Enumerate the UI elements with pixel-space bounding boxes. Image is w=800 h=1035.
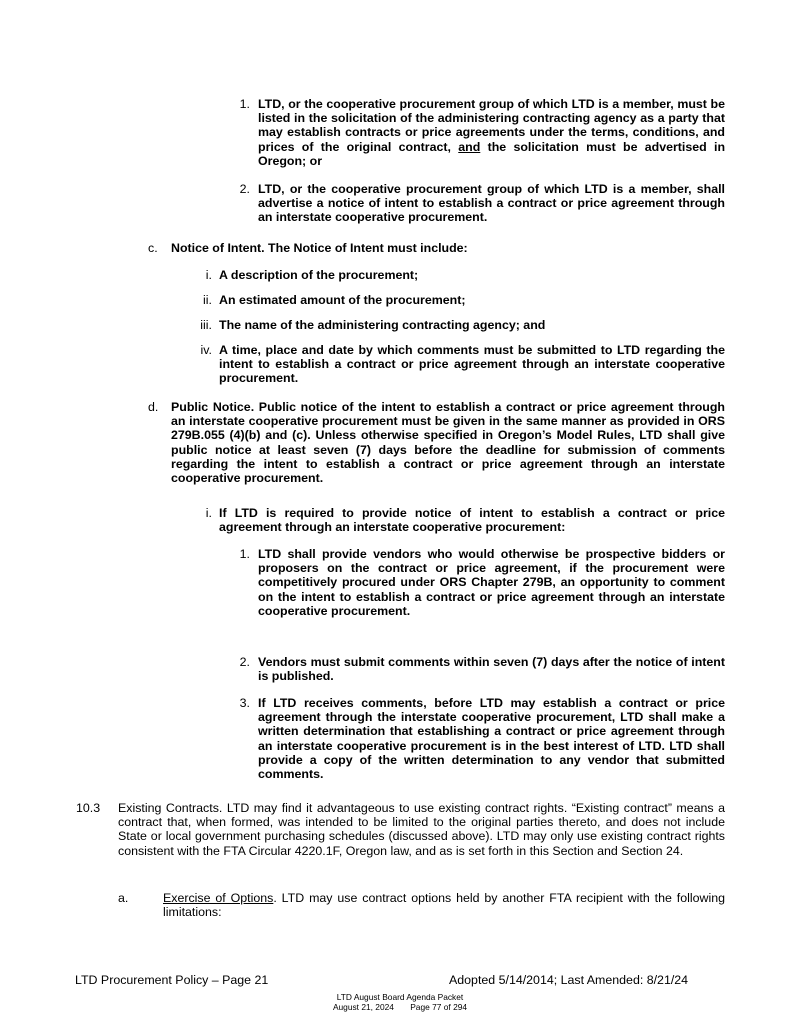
item-text: A description of the procurement;: [219, 268, 419, 282]
list-text: If LTD receives comments, before LTD may establish a contract or price agreement through the interstate cooperative procurement, LTD shall make a written determination that establishing a contract or price agreement through an interstate cooperative procurement is in the best interest of LTD. LTD shall provide a copy of the written determination to any vendor that submitted comments.: [258, 696, 725, 782]
list-number: 1.: [239, 97, 250, 111]
list-number: 2.: [239, 655, 250, 669]
section-heading: Notice of Intent. The Notice of Intent must include:: [171, 241, 468, 255]
list-number: 1.: [239, 547, 250, 561]
section-d-sub-item-1: [236, 547, 725, 618]
list-text: Vendors must submit comments within seven (7) days after the notice of intent is published.: [258, 655, 725, 684]
section-d: [140, 400, 725, 485]
item-text: If LTD is required to provide notice of intent to establish a contract or price agreement through an interstate cooperative procurement:: [219, 506, 725, 535]
top-list-item-2: [236, 182, 725, 225]
list-number: 2.: [239, 182, 250, 196]
list-text: LTD, or the cooperative procurement group of which LTD is a member, must be listed in the solicitation of the administering contracting agency as a party that may establish contracts or price agreements under the terms, conditions, and prices of the original contract, and the solicitation must be advertised in Oregon; or: [258, 97, 726, 168]
item-text: The name of the administering contracting agency; and: [219, 318, 546, 332]
item-text: A time, place and date by which comments must be submitted to LTD regarding the intent to establish a contract or price agreement through an interstate cooperative procurement.: [219, 343, 725, 386]
footer-adopted-amended: Adopted 5/14/2014; Last Amended: 8/21/24: [449, 973, 689, 987]
section-number: 10.3: [76, 801, 101, 815]
section-c: [140, 241, 725, 255]
roman-numeral: i.: [205, 268, 212, 282]
agenda-packet-title: LTD August Board Agenda Packet: [336, 992, 464, 1002]
roman-numeral: iii.: [200, 318, 212, 332]
list-number: 3.: [239, 696, 250, 710]
section-marker: c.: [148, 241, 158, 255]
roman-numeral: i.: [205, 506, 212, 520]
section-text: Public Notice. Public notice of the intent to establish a contract or price agreement through an interstate cooperative procurement must be given in the same manner as provided in ORS 279B.055 (4)(b) and (c). Unless otherwise specified in Oregon’s Model Rules, LTD shall give public notice at least seven (7) days before the deadline for submission of comments regarding the intent to establish a contract or price agreement through an interstate cooperative procurement.: [171, 400, 725, 486]
section-d-sub-item-3: [236, 696, 725, 781]
list-text: LTD, or the cooperative procurement group of which LTD is a member, shall advertise a notice of intent to establish a contract or price agreement through an interstate cooperative procurement.: [258, 182, 725, 225]
agenda-packet-date-page: August 21, 2024 Page 77 of 294: [332, 1002, 468, 1012]
section-text: Existing Contracts. LTD may find it advantageous to use existing contract rights. “Existing contract” means a contract that, when formed, was intended to be limited to the original parties thereto, and does not include State or local government purchasing schedules (discussed above). LTD may only use existing contract rights consistent with the FTA Circular 4220.1F, Oregon law, and as is set forth in this Section and Section 24.: [118, 801, 725, 858]
roman-numeral: iv.: [200, 343, 212, 357]
section-marker: d.: [148, 400, 159, 414]
roman-numeral: ii.: [203, 293, 212, 307]
section-c-item-iii: [186, 318, 725, 332]
section-d-sub-item-2: [236, 655, 725, 683]
section-text: Exercise of Options. LTD may use contract options held by another FTA recipient with the following limitations:: [163, 891, 725, 920]
section-marker: a.: [118, 891, 129, 905]
section-c-item-iv: [186, 343, 725, 386]
section-d-item-i: [186, 506, 725, 534]
list-text: LTD shall provide vendors who would otherwise be prospective bidders or proposers on the contract or price agreement, if the procurement were competitively procured under ORS Chapter 279B, an opportunity to comment on the intent to establish a contract or price agreement through an interstate cooperative procurement.: [258, 547, 725, 618]
section-10-3-a: [118, 891, 725, 919]
section-c-item-i: [186, 268, 725, 282]
section-10-3: [76, 801, 725, 858]
top-list-item-1: [236, 97, 725, 168]
footer-policy-page: LTD Procurement Policy – Page 21: [75, 973, 269, 987]
exercise-of-options-title: Exercise of Options: [163, 891, 274, 905]
item-text: An estimated amount of the procurement;: [219, 293, 466, 307]
underlined-and: and: [458, 139, 481, 154]
section-c-item-ii: [186, 293, 725, 307]
